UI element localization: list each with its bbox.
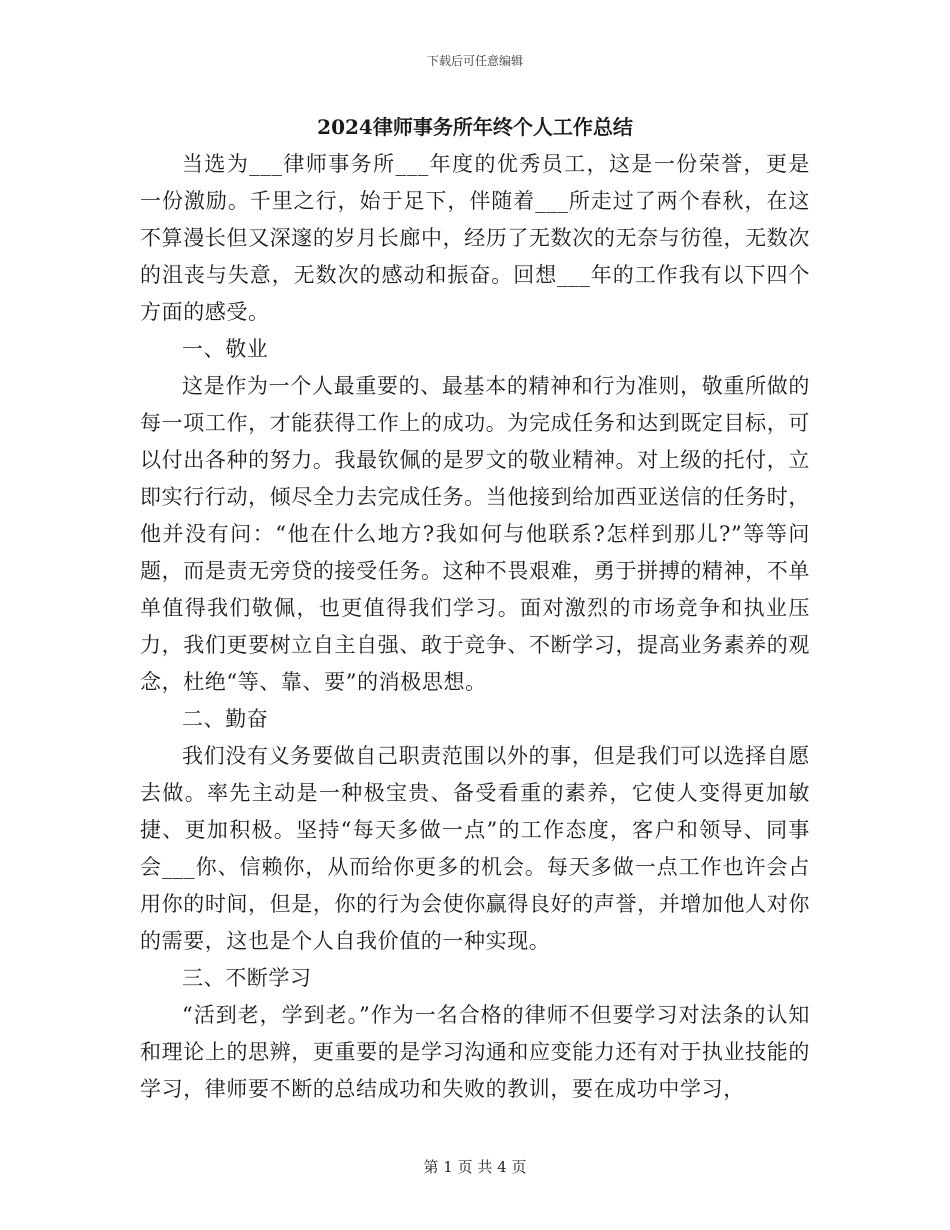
- document-body: [140, 146, 810, 1108]
- section-paragraph: “活到老，学到老。”作为一名合格的律师不但要学习对法条的认知和理论上的思辨，更重要的是学习沟通和应变能力还有对于执业技能的学习，律师要不断的总结成功和失败的教训，要在成功中学习，: [140, 1003, 810, 1101]
- intro-paragraph: 当选为___律师事务所___年度的优秀员工，这是一份荣誉，更是一份激励。千里之行，始于足下，伴随着___所走过了两个春秋，在这不算漫长但又深邃的岁月长廊中，经历了无数次的无奈与彷徨，无数次的沮丧与失意，无数次的感动和振奋。回想___年的工作我有以下四个方面的感受。: [140, 152, 810, 324]
- page-number: 第 1 页 共 4 页: [423, 1158, 527, 1176]
- section-heading: 二、勤奋: [182, 707, 269, 731]
- section-paragraph: 我们没有义务要做自己职责范围以外的事，但是我们可以选择自愿去做。率先主动是一种极宝贵、备受看重的素养，它使人变得更加敏捷、更加积极。坚持“每天多做一点”的工作态度，客户和领导、同事会___你、信赖你，从而给你更多的机会。每天多做一点工作也许会占用你的时间，但是，你的行为会使你赢得良好的声誉，并增加他人对你的需要，这也是个人自我价值的一种实现。: [140, 744, 810, 953]
- section-paragraph: 这是作为一个人最重要的、最基本的精神和行为准则，敬重所做的每一项工作，才能获得工作上的成功。为完成任务和达到既定目标，可以付出各种的努力。我最钦佩的是罗文的敬业精神。对上级的托付，立即实行行动，倾尽全力去完成任务。当他接到给加西亚送信的任务时，他并没有问：“他在什么地方?我如何与他联系?怎样到那儿?”等等问题，而是责无旁贷的接受任务。这种不畏艰难，勇于拼搏的精神，不单单值得我们敬佩，也更值得我们学习。面对激烈的市场竞争和执业压力，我们更要树立自主自强、敢于竞争、不断学习，提高业务素养的观念，杜绝“等、靠、要”的消极思想。: [140, 374, 810, 694]
- section-heading: 三、不断学习: [182, 966, 312, 990]
- section-heading: 一、敬业: [182, 337, 269, 361]
- page-header-note: 下载后可任意编辑: [426, 54, 523, 68]
- document-title: 2024律师事务所年终个人工作总结: [317, 115, 633, 139]
